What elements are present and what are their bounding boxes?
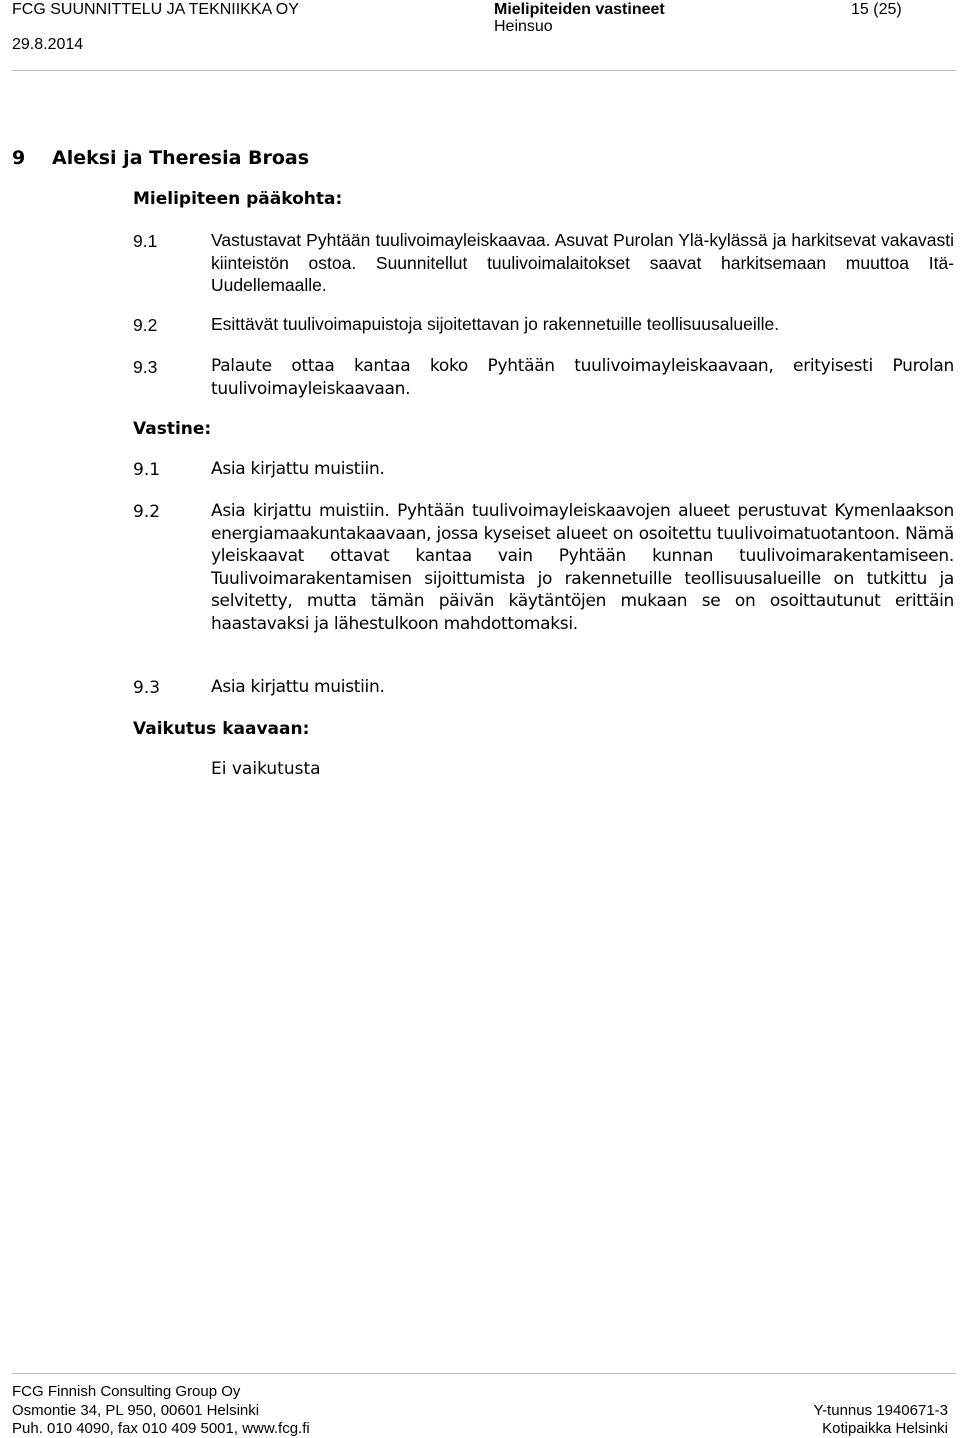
opinion-number: 9.1 — [133, 231, 158, 251]
response-text: Asia kirjattu muistiin. Pyhtään tuulivoimayleiskaavojen alueet perustuvat Kymenlaakson energiamaakuntakaavaan, jossa kyseiset alueet on osoitettu tuulivoimatuotantoon. Nämä yleiskaavat ottavat kantaa vain Pyhtään kunnan tuulivoimarakentamiseen. Tuulivoimarakentamisen sijoittumista jo rakennetuille teollisuusalueille on tutkittu ja selvitetty, mutta tämän päivän käytäntöjen mukaan se on osoittautunut erittäin haastavaksi ja lähestulkoon mahdottomaksi. — [211, 501, 954, 634]
response-number: 9.3 — [133, 678, 161, 698]
footer-business-id: Y-tunnus 1940671-3 — [813, 1402, 948, 1419]
header-company: FCG SUUNNITTELU JA TEKNIIKKA OY — [12, 1, 299, 18]
header-divider — [12, 70, 956, 71]
opinion-number: 9.2 — [133, 315, 158, 335]
header-page-number: 15 (25) — [851, 1, 902, 18]
opinion-heading: Mielipiteen pääkohta: — [133, 189, 343, 209]
opinion-text: Esittävät tuulivoimapuistoja sijoitettavan jo rakennetuille teollisuusalueille. — [211, 314, 780, 334]
opinion-number: 9.3 — [133, 357, 158, 377]
footer-address: Osmontie 34, PL 950, 00601 Helsinki — [12, 1402, 260, 1419]
footer-company: FCG Finnish Consulting Group Oy — [12, 1383, 241, 1400]
opinion-text: Vastustavat Pyhtään tuulivoimayleiskaavaa. Asuvat Purolan Ylä-kylässä ja harkitsevat vakavasti kiinteistön ostoa. Suunnitellut tuulivoimalaitokset saavat harkitsemaan muuttoa Itä-Uudellemaalle. — [211, 230, 954, 295]
impact-heading: Vaikutus kaavaan: — [133, 719, 310, 739]
response-number: 9.2 — [133, 502, 161, 522]
impact-text: Ei vaikutusta — [211, 759, 321, 779]
section-number: 9 — [12, 147, 26, 169]
header-date: 29.8.2014 — [12, 36, 84, 53]
header-title: Mielipiteiden vastineet — [494, 1, 665, 18]
response-number: 9.1 — [133, 460, 161, 480]
response-text: Asia kirjattu muistiin. — [211, 459, 385, 479]
response-heading: Vastine: — [133, 419, 212, 439]
footer-divider — [12, 1373, 956, 1374]
footer-contact: Puh. 010 4090, fax 010 409 5001, www.fcg.fi — [12, 1420, 310, 1437]
section-title: Aleksi ja Theresia Broas — [52, 147, 310, 169]
header-subtitle: Heinsuo — [494, 18, 553, 35]
response-text: Asia kirjattu muistiin. — [211, 677, 385, 697]
footer-domicile: Kotipaikka Helsinki — [822, 1420, 948, 1437]
opinion-text: Palaute ottaa kantaa koko Pyhtään tuulivoimayleiskaavaan, erityisesti Purolan tuulivoimayleiskaavaan. — [211, 356, 954, 399]
